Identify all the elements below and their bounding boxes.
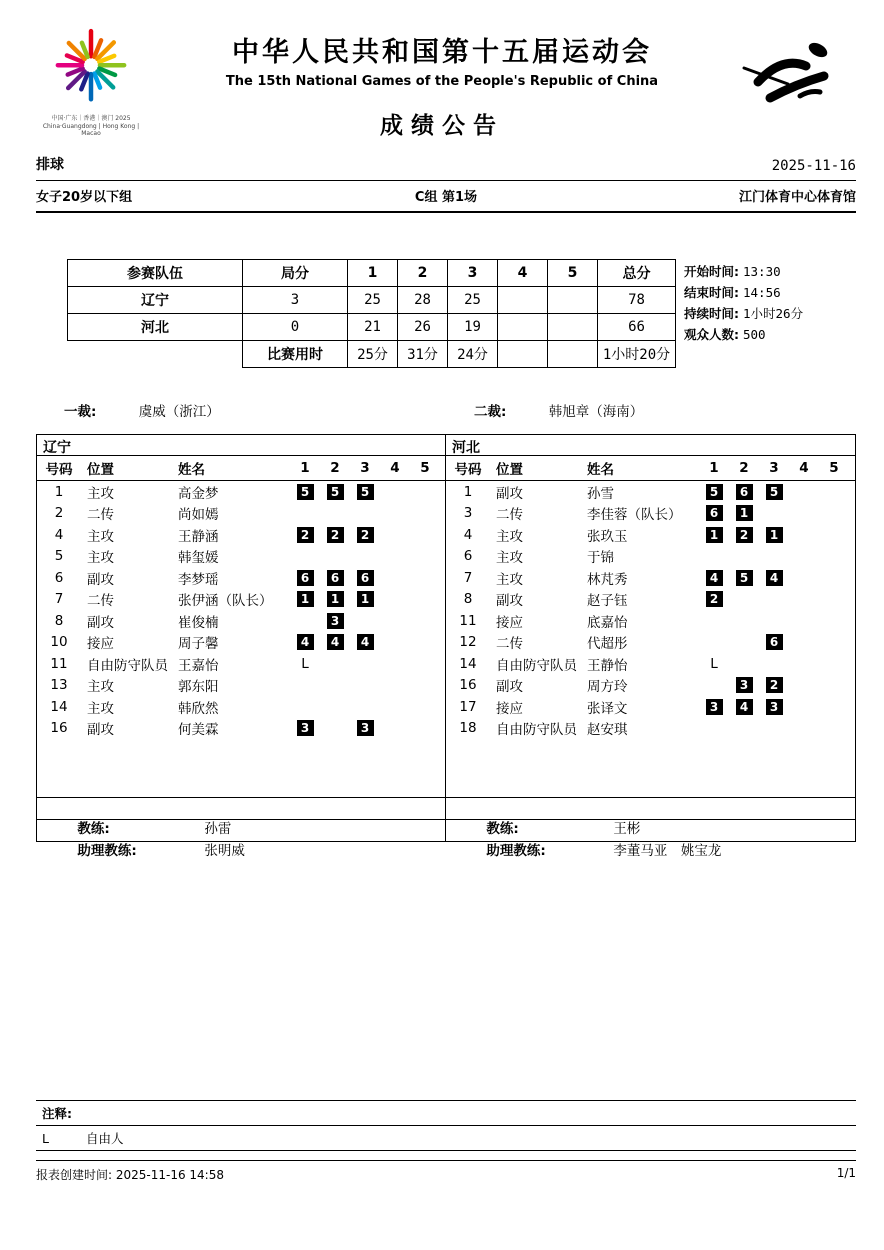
- team1-set3: 25: [448, 287, 498, 314]
- duration-total: 1小时20分: [598, 341, 676, 368]
- roster-table: [36, 434, 856, 859]
- logo-caption-line2: China·Guangdong | Hong Kong | Macao: [42, 123, 140, 137]
- player-position: 二传: [496, 507, 523, 524]
- starting-position-badge: 5: [736, 570, 753, 586]
- set-cell: [729, 505, 759, 521]
- player-number: 14: [459, 655, 477, 672]
- column-header: 4: [390, 460, 400, 476]
- duration-set2: 31分: [398, 341, 448, 368]
- duration-label: 比赛用时: [243, 341, 348, 368]
- player-row: [446, 610, 855, 632]
- player-number: 11: [50, 655, 68, 672]
- set-cell: [350, 484, 380, 500]
- player-number: 7: [54, 591, 64, 608]
- coach-row: [446, 797, 855, 837]
- player-row: [446, 675, 855, 697]
- team2-name: 河北: [68, 314, 243, 341]
- col-header-set4: 4: [498, 260, 548, 287]
- assistant-coach-label: 助理教练:: [77, 843, 137, 859]
- page-header: [0, 0, 884, 140]
- player-row: [37, 567, 445, 589]
- set-cell: [699, 570, 729, 586]
- player-row: [37, 653, 445, 675]
- player-number: 18: [459, 720, 477, 737]
- player-row: [446, 524, 855, 546]
- player-number: 1: [463, 483, 473, 500]
- starting-position-badge: 4: [327, 634, 344, 650]
- duration-info-value: 1小时26分: [743, 306, 804, 321]
- first-referee: [64, 400, 474, 420]
- player-position: 主攻: [496, 571, 523, 588]
- player-name: 崔俊楠: [178, 614, 219, 631]
- player-row: [446, 696, 855, 718]
- set-cell: [320, 634, 350, 650]
- score-section: [67, 259, 884, 368]
- set-cell: L: [710, 655, 718, 672]
- starting-position-badge: 6: [297, 570, 314, 586]
- score-row-team2: [68, 314, 676, 341]
- roster-header: [446, 456, 855, 481]
- player-number: 10: [50, 634, 68, 651]
- divider-thick: [36, 211, 856, 213]
- player-name: 周方玲: [587, 679, 628, 696]
- set-cell: [759, 677, 789, 693]
- player-number: 7: [463, 569, 473, 586]
- player-row: [446, 567, 855, 589]
- player-name: 李佳蓉（队长）: [587, 507, 682, 524]
- player-position: 二传: [87, 593, 114, 610]
- player-position: 接应: [496, 614, 523, 631]
- document-title: 成绩公告: [380, 113, 504, 139]
- player-number: 6: [54, 569, 64, 586]
- player-name: 林芃秀: [587, 571, 628, 588]
- starting-position-badge: 1: [327, 591, 344, 607]
- team2-total: 66: [598, 314, 676, 341]
- team1-total: 78: [598, 287, 676, 314]
- player-row: [37, 546, 445, 568]
- starting-position-badge: 3: [766, 699, 783, 715]
- match-date: 2025-11-16: [771, 158, 856, 174]
- divider: [36, 180, 856, 181]
- category-label: 女子20岁以下组: [36, 190, 133, 205]
- starting-position-badge: 5: [327, 484, 344, 500]
- starting-position-badge: 2: [357, 527, 374, 543]
- meta-row-2: [36, 186, 856, 205]
- set-cell: [759, 634, 789, 650]
- player-position: 副攻: [496, 593, 523, 610]
- duration: [684, 303, 803, 324]
- starting-position-badge: 3: [327, 613, 344, 629]
- player-number: 11: [459, 612, 477, 629]
- player-position: 接应: [496, 700, 523, 717]
- player-row: [37, 610, 445, 632]
- score-table: [67, 259, 676, 368]
- set-cell: [290, 591, 320, 607]
- set-cell: [350, 527, 380, 543]
- starting-position-badge: 4: [736, 699, 753, 715]
- coach-label: 教练:: [77, 821, 110, 837]
- set-cell: [350, 591, 380, 607]
- set-cell: [350, 570, 380, 586]
- player-position: 主攻: [496, 528, 523, 545]
- starting-position-badge: 4: [706, 570, 723, 586]
- starting-position-badge: 3: [736, 677, 753, 693]
- set-cell: [759, 699, 789, 715]
- second-referee-label: 二裁:: [474, 404, 507, 420]
- team-name: 辽宁: [37, 435, 445, 456]
- set-cell: [759, 484, 789, 500]
- set-cell: [729, 527, 759, 543]
- first-referee-label: 一裁:: [64, 404, 97, 420]
- notes-code: L: [42, 1131, 49, 1146]
- match-label: C组 第1场: [414, 190, 478, 205]
- games-title-cn: 中华人民共和国第十五届运动会: [232, 37, 652, 68]
- player-name: 赵安琪: [587, 722, 628, 739]
- spectators: [684, 324, 803, 345]
- column-header: 号码: [45, 462, 73, 478]
- player-number: 1: [54, 483, 64, 500]
- games-logo-icon: [43, 24, 139, 110]
- starting-position-badge: 6: [327, 570, 344, 586]
- player-row: [37, 503, 445, 525]
- player-position: 副攻: [87, 722, 114, 739]
- player-number: 5: [54, 548, 64, 565]
- player-name: 李梦瑶: [178, 571, 219, 588]
- team2-sets-won: 0: [243, 314, 348, 341]
- player-number: 3: [463, 505, 473, 522]
- player-name: 王静怡: [587, 657, 628, 674]
- player-position: 二传: [87, 507, 114, 524]
- player-position: 副攻: [87, 614, 114, 631]
- team2-set5: [548, 314, 598, 341]
- starting-position-badge: 4: [357, 634, 374, 650]
- player-position: 主攻: [87, 700, 114, 717]
- player-name: 王静涵: [178, 528, 219, 545]
- score-row-team1: [68, 287, 676, 314]
- player-number: 17: [459, 698, 477, 715]
- player-number: 14: [50, 698, 68, 715]
- duration-row: [68, 341, 676, 368]
- duration-set5: [548, 341, 598, 368]
- player-number: 13: [50, 677, 68, 694]
- second-referee-name: 韩旭章（海南）: [548, 404, 644, 420]
- column-header: 3: [769, 460, 779, 476]
- starting-position-badge: 1: [357, 591, 374, 607]
- team2-set1: 21: [348, 314, 398, 341]
- games-title-en: The 15th National Games of the People's Republic of China: [225, 74, 659, 89]
- starting-position-badge: 5: [706, 484, 723, 500]
- column-header: 3: [360, 460, 370, 476]
- player-row: [37, 524, 445, 546]
- roster-header: [37, 456, 445, 481]
- set-cell: [290, 484, 320, 500]
- set-cell: [350, 720, 380, 736]
- set-cell: L: [301, 655, 309, 672]
- team2-set3: 19: [448, 314, 498, 341]
- team-panel-hebei: [446, 435, 855, 859]
- column-header: 1: [300, 460, 310, 476]
- player-name: 底嘉怡: [587, 614, 628, 631]
- set-cell: [699, 591, 729, 607]
- player-list: [446, 481, 855, 797]
- sport-label: 排球: [36, 157, 64, 173]
- col-header-set5: 5: [548, 260, 598, 287]
- logo-caption-line1: 中国·广东｜香港｜澳门 2025: [51, 115, 131, 122]
- report-created: 报表创建时间: 2025-11-16 14:58: [36, 1168, 224, 1182]
- set-cell: [320, 613, 350, 629]
- starting-position-badge: 4: [766, 570, 783, 586]
- col-header-set2: 2: [398, 260, 448, 287]
- player-name: 何美霖: [178, 722, 219, 739]
- player-number: 4: [54, 526, 64, 543]
- end-time: [684, 282, 803, 303]
- coach-label: 教练:: [486, 821, 519, 837]
- coach-name: 孙雷: [204, 821, 232, 837]
- player-position: 主攻: [87, 485, 114, 502]
- start-time: [684, 261, 803, 282]
- player-position: 自由防守队员: [496, 657, 577, 674]
- player-row: [446, 653, 855, 675]
- starting-position-badge: 6: [736, 484, 753, 500]
- set-cell: [290, 720, 320, 736]
- player-row: [446, 481, 855, 503]
- volleyball-pictogram-icon: [730, 38, 850, 114]
- player-name: 高金梦: [178, 485, 219, 502]
- player-number: 2: [54, 505, 64, 522]
- player-name: 代超彤: [587, 636, 628, 653]
- player-row: [37, 481, 445, 503]
- start-time-label: 开始时间:: [684, 264, 739, 279]
- player-name: 孙雪: [587, 485, 614, 502]
- notes-section: [36, 1100, 856, 1151]
- page-footer: [36, 1160, 856, 1183]
- duration-set1: 25分: [348, 341, 398, 368]
- starting-position-badge: 5: [766, 484, 783, 500]
- assistant-coach-name: 李董马亚 姚宝龙: [613, 843, 722, 859]
- team2-set2: 26: [398, 314, 448, 341]
- duration-set3: 24分: [448, 341, 498, 368]
- column-header: 位置: [87, 462, 114, 478]
- spectators-value: 500: [743, 327, 766, 342]
- player-name: 尚如嫣: [178, 507, 219, 524]
- starting-position-badge: 6: [706, 505, 723, 521]
- col-header-total: 总分: [598, 260, 676, 287]
- starting-position-badge: 2: [736, 527, 753, 543]
- starting-position-badge: 3: [297, 720, 314, 736]
- player-number: 6: [463, 548, 473, 565]
- start-time-value: 13:30: [743, 264, 781, 279]
- starting-position-badge: 1: [766, 527, 783, 543]
- column-header: 2: [330, 460, 340, 476]
- set-cell: [290, 570, 320, 586]
- starting-position-badge: 1: [706, 527, 723, 543]
- player-position: 自由防守队员: [87, 657, 168, 674]
- player-name: 韩欣然: [178, 700, 219, 717]
- end-time-label: 结束时间:: [684, 285, 739, 300]
- column-header: 2: [739, 460, 749, 476]
- col-header-set3: 3: [448, 260, 498, 287]
- player-number: 16: [50, 720, 68, 737]
- player-position: 主攻: [87, 550, 114, 567]
- set-cell: [290, 527, 320, 543]
- team-panel-liaoning: [37, 435, 446, 859]
- player-name: 韩玺媛: [178, 550, 219, 567]
- player-row: [446, 589, 855, 611]
- set-cell: [699, 699, 729, 715]
- starting-position-badge: 5: [357, 484, 374, 500]
- notes-item: [36, 1126, 856, 1151]
- assistant-coach-name: 张明威: [204, 843, 245, 859]
- player-name: 于锦: [587, 550, 614, 567]
- starting-position-badge: 1: [736, 505, 753, 521]
- player-row: [37, 632, 445, 654]
- starting-position-badge: 2: [327, 527, 344, 543]
- player-row: [446, 718, 855, 740]
- match-info: [684, 259, 803, 345]
- team-name: 河北: [446, 435, 855, 456]
- player-row: [37, 718, 445, 740]
- player-position: 二传: [496, 636, 523, 653]
- column-header: 姓名: [178, 462, 205, 478]
- set-cell: [759, 570, 789, 586]
- player-name: 张译文: [587, 700, 628, 717]
- player-number: 8: [54, 612, 64, 629]
- player-row: [446, 546, 855, 568]
- team1-set2: 28: [398, 287, 448, 314]
- notes-desc: 自由人: [85, 1131, 124, 1146]
- player-number: 4: [463, 526, 473, 543]
- starting-position-badge: 1: [297, 591, 314, 607]
- coach-name: 王彬: [613, 821, 641, 837]
- starting-position-badge: 5: [297, 484, 314, 500]
- column-header: 姓名: [587, 462, 614, 478]
- player-name: 周子馨: [178, 636, 219, 653]
- notes-title: 注释:: [36, 1100, 856, 1126]
- set-cell: [320, 570, 350, 586]
- player-row: [446, 632, 855, 654]
- page-number: 1/1: [836, 1166, 856, 1180]
- assistant-coach-label: 助理教练:: [486, 843, 546, 859]
- player-name: 张伊涵（队长）: [178, 593, 273, 610]
- column-header: 1: [709, 460, 719, 476]
- player-position: 副攻: [496, 485, 523, 502]
- player-name: 张玖玉: [587, 528, 628, 545]
- starting-position-badge: 3: [357, 720, 374, 736]
- player-number: 12: [459, 634, 477, 651]
- column-header: 号码: [454, 462, 482, 478]
- player-name: 王嘉怡: [178, 657, 219, 674]
- score-header-row: [68, 260, 676, 287]
- meta-row-1: [36, 154, 856, 174]
- player-number: 8: [463, 591, 473, 608]
- set-cell: [320, 484, 350, 500]
- games-logo: [36, 24, 146, 137]
- set-cell: [729, 570, 759, 586]
- duration-info-label: 持续时间:: [684, 306, 739, 321]
- player-row: [37, 589, 445, 611]
- team1-set1: 25: [348, 287, 398, 314]
- col-header-set1: 1: [348, 260, 398, 287]
- set-cell: [699, 527, 729, 543]
- set-cell: [729, 484, 759, 500]
- venue-label: 江门体育中心体育馆: [738, 190, 856, 205]
- player-position: 副攻: [496, 679, 523, 696]
- starting-position-badge: 2: [297, 527, 314, 543]
- col-header-teams: 参赛队伍: [68, 260, 243, 287]
- team1-set5: [548, 287, 598, 314]
- starting-position-badge: 6: [766, 634, 783, 650]
- player-position: 主攻: [496, 550, 523, 567]
- column-header: 位置: [496, 462, 523, 478]
- column-header: 5: [420, 460, 430, 476]
- player-position: 主攻: [87, 528, 114, 545]
- starting-position-badge: 4: [297, 634, 314, 650]
- player-position: 副攻: [87, 571, 114, 588]
- set-cell: [699, 484, 729, 500]
- set-cell: [729, 677, 759, 693]
- set-cell: [729, 699, 759, 715]
- player-position: 自由防守队员: [496, 722, 577, 739]
- coach-row: [37, 797, 445, 837]
- player-list: [37, 481, 445, 797]
- duration-set4: [498, 341, 548, 368]
- starting-position-badge: 3: [706, 699, 723, 715]
- starting-position-badge: 2: [706, 591, 723, 607]
- set-cell: [699, 505, 729, 521]
- player-name: 赵子钰: [587, 593, 628, 610]
- second-referee: [474, 400, 884, 420]
- first-referee-name: 虞威（浙江）: [138, 404, 220, 420]
- referees-row: [64, 400, 884, 420]
- col-header-sets: 局分: [243, 260, 348, 287]
- starting-position-badge: 6: [357, 570, 374, 586]
- starting-position-badge: 2: [766, 677, 783, 693]
- player-row: [37, 696, 445, 718]
- player-name: 郭东阳: [178, 679, 219, 696]
- team2-set4: [498, 314, 548, 341]
- set-cell: [350, 634, 380, 650]
- player-number: 16: [459, 677, 477, 694]
- column-header: 4: [799, 460, 809, 476]
- player-row: [37, 675, 445, 697]
- set-cell: [320, 527, 350, 543]
- set-cell: [320, 591, 350, 607]
- team1-set4: [498, 287, 548, 314]
- player-position: 主攻: [87, 679, 114, 696]
- set-cell: [290, 634, 320, 650]
- team1-name: 辽宁: [68, 287, 243, 314]
- set-cell: [759, 527, 789, 543]
- end-time-value: 14:56: [743, 285, 781, 300]
- column-header: 5: [829, 460, 839, 476]
- player-row: [446, 503, 855, 525]
- player-position: 接应: [87, 636, 114, 653]
- team1-sets-won: 3: [243, 287, 348, 314]
- blank-cell: [68, 341, 243, 368]
- spectators-label: 观众人数:: [684, 327, 739, 342]
